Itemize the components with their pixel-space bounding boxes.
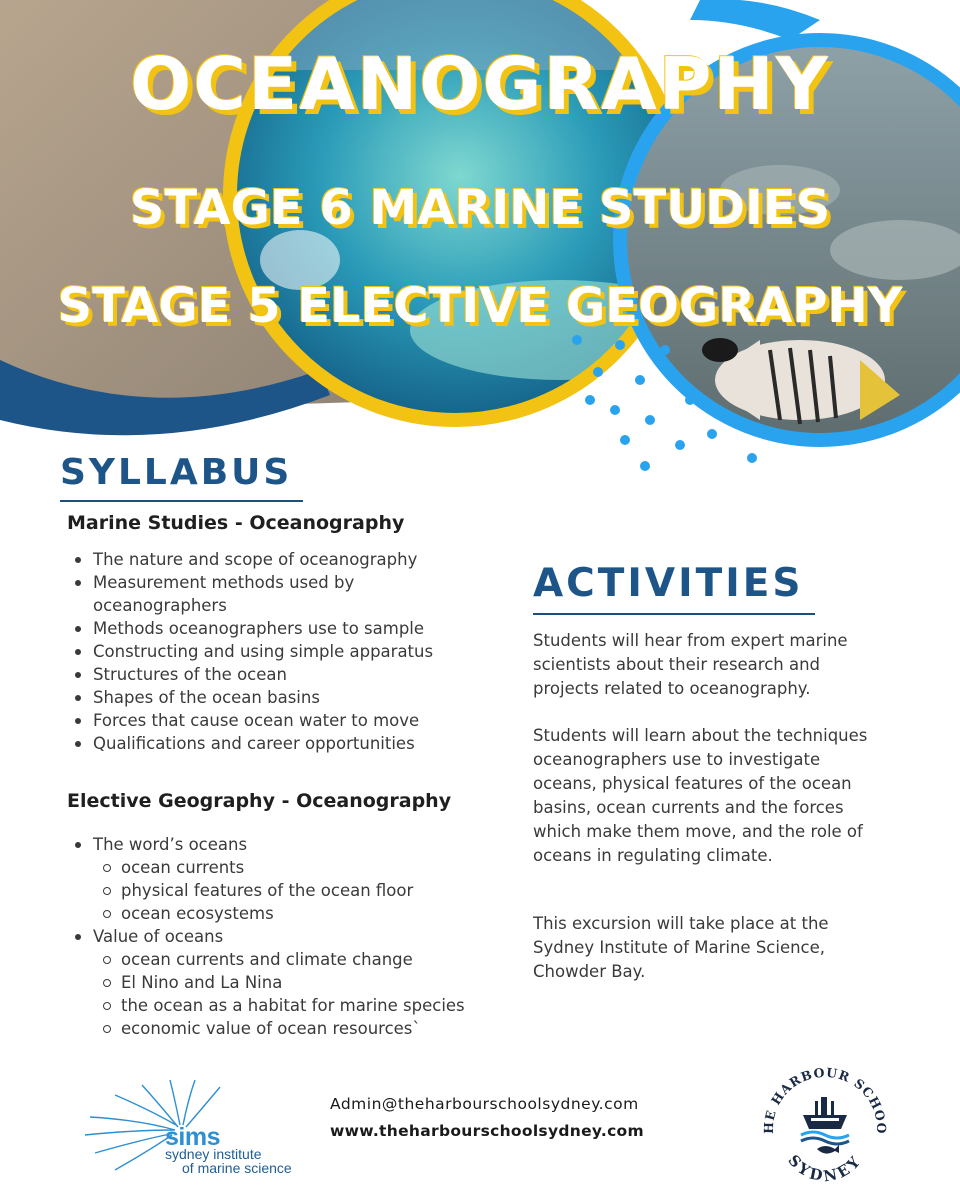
harbour-school-emblem (755, 1063, 895, 1191)
elective-geography-heading: Elective Geography - Oceanography (67, 790, 452, 812)
list-item: The word’s oceans (93, 833, 513, 856)
sub-list-item: ocean currents (93, 856, 513, 879)
list-item-continued: oceanographers (93, 596, 227, 615)
activities-heading: ACTIVITIES (533, 561, 804, 606)
svg-text:SYDNEY: SYDNEY (784, 1151, 866, 1186)
hero-banner (0, 0, 960, 480)
list-item: Forces that cause ocean water to move (93, 709, 493, 732)
sub-list-item: ocean currents and climate change (93, 948, 513, 971)
sims-acronym: sims (165, 1123, 220, 1151)
activities-paragraph-2: Students will learn about the techniques oceanographers use to investigate oceans, physical features of the ocean basins, ocean currents and the forces which make them move, and the role of oceans in regulating climate. (533, 726, 868, 865)
elective-geography-list (93, 833, 513, 1040)
marine-studies-list (93, 548, 493, 755)
sub-list-item: El Nino and La Nina (93, 971, 513, 994)
activities-paragraph-3: This excursion will take place at the Sydney Institute of Marine Science, Chowder Bay. (533, 914, 829, 981)
list-item: The nature and scope of oceanography (93, 548, 493, 571)
list-item: Measurement methods used by (93, 571, 493, 594)
list-item: Methods oceanographers use to sample (93, 617, 493, 640)
list-item: Structures of the ocean (93, 663, 493, 686)
harbour-school-logo (755, 1063, 895, 1191)
marine-studies-heading: Marine Studies - Oceanography (67, 512, 405, 534)
sub-list-item: economic value of ocean resources` (93, 1017, 513, 1040)
activities-paragraph-1: Students will hear from expert marine scientists about their research and projects related to oceanography. (533, 631, 848, 698)
contact-email-link[interactable]: Admin@theharbourschoolsydney.com (330, 1095, 639, 1113)
svg-text:THE HARBOUR SCHOOL: HE HARBOUR SCHOO (760, 1064, 890, 1135)
list-item: Constructing and using simple apparatus (93, 640, 493, 663)
list-item: Qualifications and career opportunities (93, 732, 493, 755)
page-title: OCEANOGRAPHY (130, 42, 830, 126)
subtitle-elective-geography: STAGE 5 ELECTIVE GEOGRAPHY (57, 278, 903, 334)
subtitle-marine-studies: STAGE 6 MARINE STUDIES (129, 180, 831, 236)
activities-divider (533, 613, 815, 615)
sub-list-item: ocean ecosystems (93, 902, 513, 925)
sims-name-line1: sydney institute (165, 1146, 262, 1162)
syllabus-heading: SYLLABUS (60, 452, 293, 493)
sub-list-item: the ocean as a habitat for marine species (93, 994, 513, 1017)
syllabus-divider (60, 500, 303, 502)
list-item: Shapes of the ocean basins (93, 686, 493, 709)
list-item: Value of oceans (93, 925, 513, 948)
website-link[interactable]: www.theharbourschoolsydney.com (330, 1122, 644, 1140)
sub-list-item: physical features of the ocean floor (93, 879, 513, 902)
sims-name-line2: of marine science (182, 1160, 292, 1176)
